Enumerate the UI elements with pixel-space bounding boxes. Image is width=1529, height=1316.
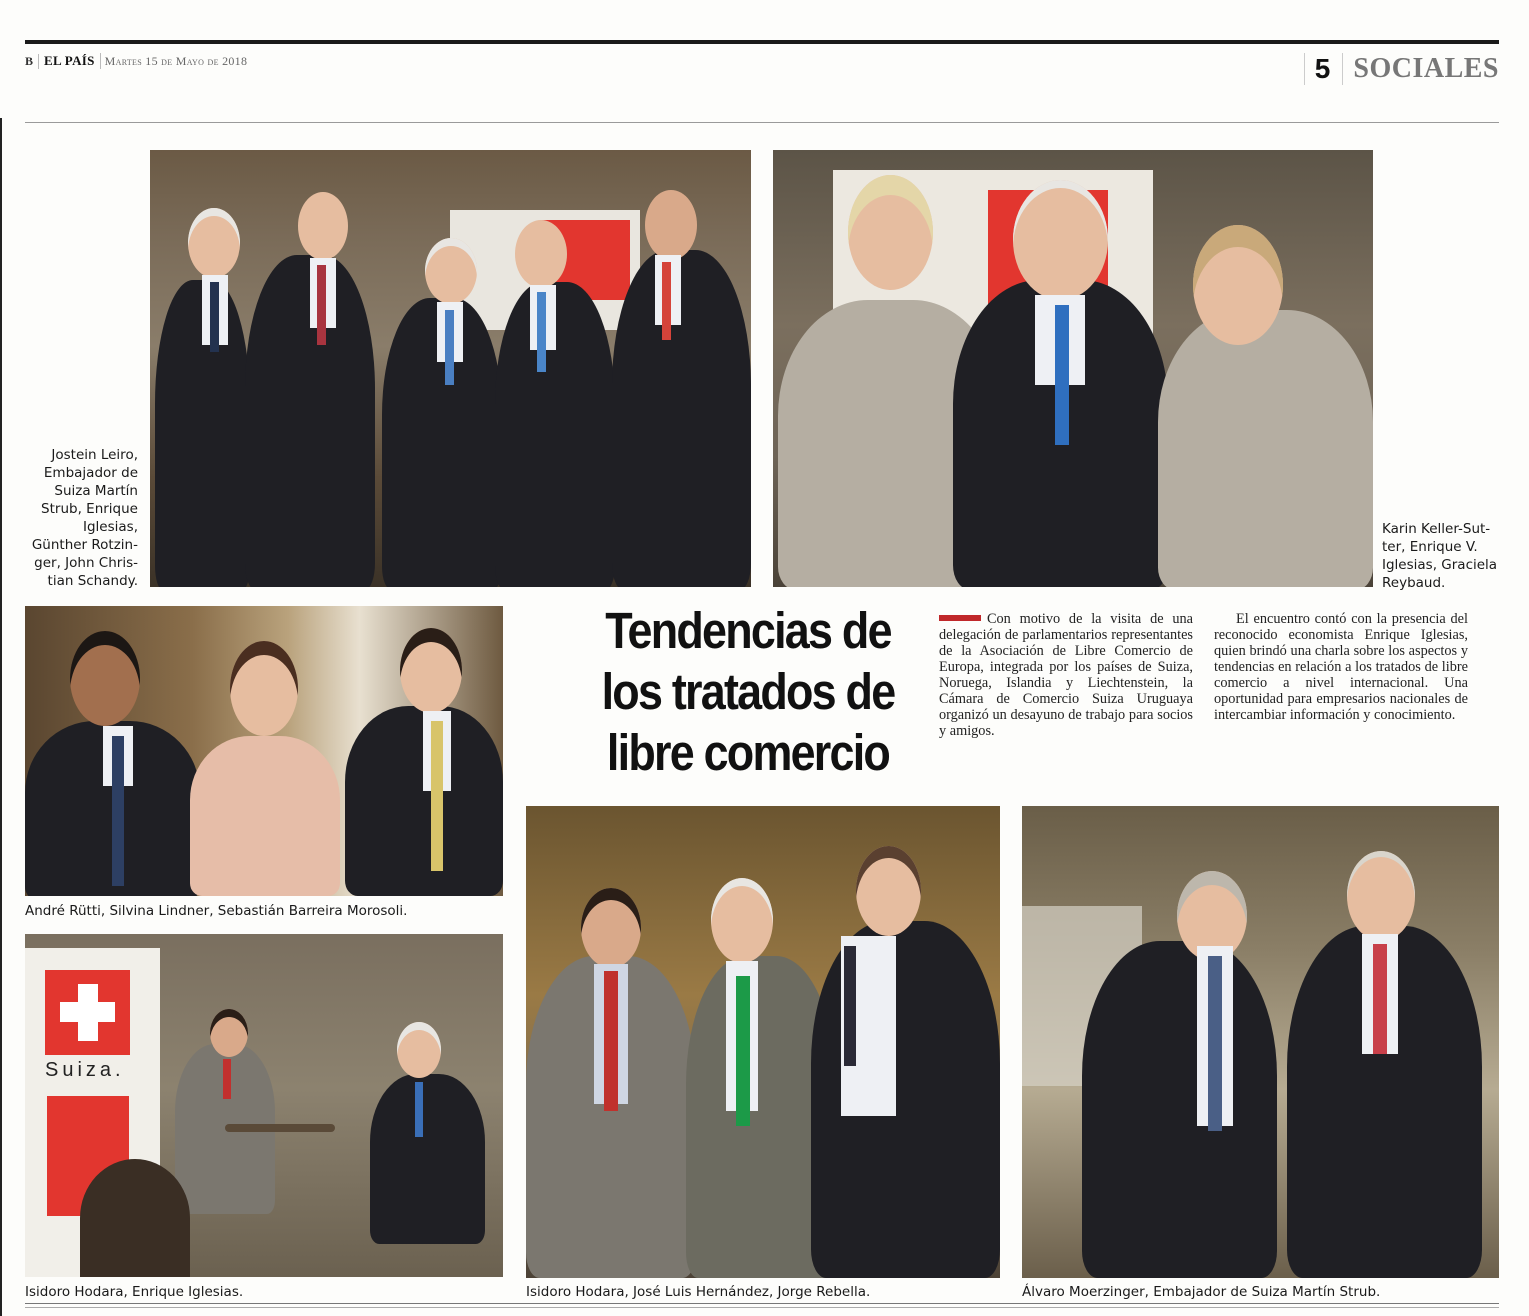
- photo-5-caption: Isidoro Hodara, José Luis Hernández, Jorge Rebella.: [526, 1284, 871, 1300]
- caption-line: ger, John Chris-: [34, 555, 138, 571]
- photo-hodara-hernandez-rebella: [526, 806, 1000, 1278]
- photo-3-caption: André Rütti, Silvina Lindner, Sebastián Barreira Morosoli.: [25, 903, 408, 919]
- photo-keller-sutter-iglesias-reybaud: [773, 150, 1373, 587]
- caption-line: Strub, Enrique: [41, 501, 138, 517]
- caption-line: Günther Rotzin-: [31, 537, 138, 553]
- photo-rutti-lindner-barreira: [25, 606, 503, 896]
- headline-line: libre comercio: [606, 724, 890, 781]
- header-top-rule: [25, 40, 1499, 44]
- swiss-flag-icon: [45, 970, 130, 1055]
- caption-line: Suiza Martín: [54, 483, 138, 499]
- photo-moerzinger-strub: [1022, 806, 1499, 1278]
- caption-line: Reybaud.: [1382, 575, 1446, 591]
- article-body-column-1: [939, 611, 1193, 739]
- caption-line: Karin Keller-Sut-: [1382, 521, 1491, 537]
- photo-4-caption: Isidoro Hodara, Enrique Iglesias.: [25, 1284, 244, 1300]
- header-bottom-rule: [25, 122, 1499, 123]
- folio: [25, 52, 247, 70]
- body-text: Con motivo de la visita de una delegación de parlamentarios representantes de la Asociación de Libre Comercio de Europa, integrada por los países de Suiza, Noruega, Islandia y Liechtenstein, la Cámara de Comercio Suiza Uruguaya organizó un desayuno de trabajo para socios y amigos.: [939, 611, 1193, 739]
- footer-rule-secondary: [25, 1307, 1499, 1308]
- page-letter: B: [25, 54, 39, 69]
- article-body-column-2: [1214, 611, 1468, 723]
- photo-group-five-men: [150, 150, 751, 587]
- body-text: El encuentro contó con la presencia del reconocido economista Enrique Iglesias, quien brindó una charla sobre los aspectos y tendencias en relación a los tratados de libre comercio a nivel internacional. Una oportunidad para empresarios nacionales de intercambiar información y conocimiento.: [1214, 611, 1468, 723]
- lead-marker-icon: [939, 615, 981, 621]
- paper-name: EL PAÍS: [39, 53, 101, 69]
- section-number: 5: [1304, 53, 1344, 85]
- caption-line: Iglesias,: [83, 519, 138, 535]
- caption-line: Embajador de: [43, 465, 138, 481]
- banner-label: Suiza.: [45, 1059, 125, 1081]
- page-edge: [0, 118, 2, 1316]
- issue-date: Martes 15 de Mayo de 2018: [104, 53, 248, 68]
- photo-hodara-iglesias-seated: [25, 934, 503, 1277]
- headline-line: los tratados de: [601, 663, 895, 720]
- photo-2-caption: [1382, 520, 1512, 592]
- headline-line: Tendencias de: [605, 602, 891, 659]
- caption-line: tian Schandy.: [47, 573, 138, 589]
- article-headline: [598, 600, 897, 783]
- photo-1-caption: [20, 446, 138, 590]
- photo-6-caption: Álvaro Moerzinger, Embajador de Suiza Martín Strub.: [1022, 1284, 1381, 1300]
- caption-line: ter, Enrique V.: [1382, 539, 1478, 555]
- caption-line: Jostein Leiro,: [51, 447, 138, 463]
- section-name: SOCIALES: [1353, 53, 1499, 84]
- section-header: [1304, 52, 1499, 86]
- caption-line: Iglesias, Graciela: [1382, 557, 1498, 573]
- footer-rule: [25, 1303, 1499, 1304]
